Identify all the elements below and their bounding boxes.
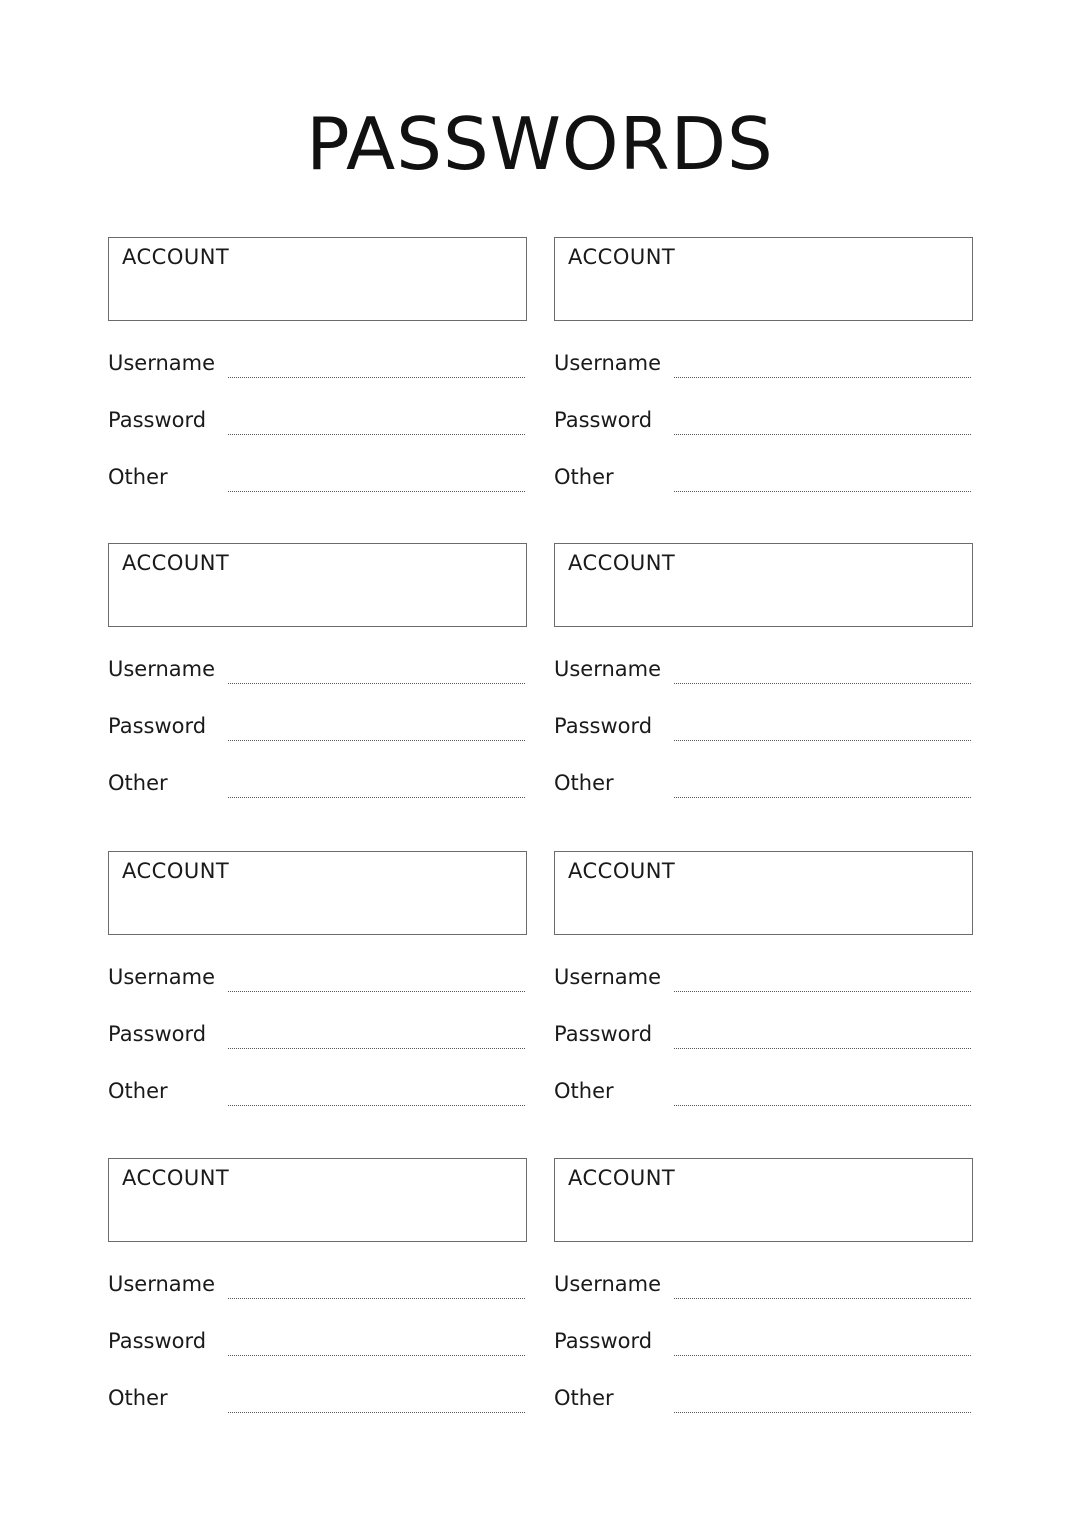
other-line [228, 1412, 525, 1413]
username-line [674, 991, 971, 992]
account-field[interactable] [554, 1158, 973, 1242]
password-field[interactable] [108, 1326, 527, 1356]
other-line [674, 1412, 971, 1413]
password-label: Password [554, 1022, 653, 1046]
username-label: Username [108, 1272, 216, 1296]
password-label: Password [108, 1022, 207, 1046]
account-label: ACCOUNT [568, 1166, 676, 1190]
password-label: Password [108, 714, 207, 738]
account-label: ACCOUNT [122, 859, 230, 883]
password-label: Password [108, 1329, 207, 1353]
password-label: Password [108, 408, 207, 432]
username-line [674, 683, 971, 684]
password-label: Password [554, 1329, 653, 1353]
password-field[interactable] [554, 1019, 973, 1049]
username-field[interactable] [554, 654, 973, 684]
username-line [228, 683, 525, 684]
password-label: Password [554, 408, 653, 432]
other-label: Other [554, 1386, 614, 1410]
username-label: Username [108, 657, 216, 681]
username-field[interactable] [554, 1269, 973, 1299]
other-line [228, 1105, 525, 1106]
other-line [674, 491, 971, 492]
other-line [228, 491, 525, 492]
other-label: Other [554, 1079, 614, 1103]
other-field[interactable] [554, 768, 973, 798]
account-field[interactable] [108, 237, 527, 321]
password-field[interactable] [108, 405, 527, 435]
other-label: Other [108, 1386, 168, 1410]
account-label: ACCOUNT [568, 551, 676, 575]
account-label: ACCOUNT [122, 245, 230, 269]
username-label: Username [108, 351, 216, 375]
other-field[interactable] [108, 462, 527, 492]
username-label: Username [554, 965, 662, 989]
password-field[interactable] [554, 1326, 973, 1356]
account-label: ACCOUNT [122, 1166, 230, 1190]
username-label: Username [108, 965, 216, 989]
other-line [228, 797, 525, 798]
account-field[interactable] [108, 543, 527, 627]
username-field[interactable] [554, 962, 973, 992]
other-line [674, 797, 971, 798]
account-field[interactable] [554, 237, 973, 321]
password-line [674, 1355, 971, 1356]
password-field[interactable] [554, 405, 973, 435]
password-line [228, 740, 525, 741]
username-line [228, 1298, 525, 1299]
username-line [228, 991, 525, 992]
other-field[interactable] [554, 1383, 973, 1413]
password-line [228, 434, 525, 435]
other-label: Other [108, 771, 168, 795]
other-field[interactable] [554, 462, 973, 492]
password-field[interactable] [108, 1019, 527, 1049]
password-field[interactable] [554, 711, 973, 741]
password-line [674, 1048, 971, 1049]
username-field[interactable] [108, 654, 527, 684]
other-field[interactable] [108, 1076, 527, 1106]
other-label: Other [108, 465, 168, 489]
other-label: Other [554, 465, 614, 489]
username-line [674, 377, 971, 378]
password-line [674, 434, 971, 435]
other-label: Other [554, 771, 614, 795]
other-field[interactable] [108, 768, 527, 798]
other-label: Other [108, 1079, 168, 1103]
account-label: ACCOUNT [122, 551, 230, 575]
password-field[interactable] [108, 711, 527, 741]
other-field[interactable] [108, 1383, 527, 1413]
username-field[interactable] [554, 348, 973, 378]
username-field[interactable] [108, 962, 527, 992]
password-label: Password [554, 714, 653, 738]
account-field[interactable] [108, 1158, 527, 1242]
username-label: Username [554, 657, 662, 681]
account-field[interactable] [554, 543, 973, 627]
account-label: ACCOUNT [568, 859, 676, 883]
username-line [228, 377, 525, 378]
page-title: PASSWORDS [306, 102, 774, 186]
other-line [674, 1105, 971, 1106]
username-field[interactable] [108, 348, 527, 378]
password-line [674, 740, 971, 741]
username-label: Username [554, 351, 662, 375]
account-field[interactable] [554, 851, 973, 935]
account-field[interactable] [108, 851, 527, 935]
account-label: ACCOUNT [568, 245, 676, 269]
other-field[interactable] [554, 1076, 973, 1106]
password-line [228, 1048, 525, 1049]
username-label: Username [554, 1272, 662, 1296]
password-line [228, 1355, 525, 1356]
username-field[interactable] [108, 1269, 527, 1299]
username-line [674, 1298, 971, 1299]
